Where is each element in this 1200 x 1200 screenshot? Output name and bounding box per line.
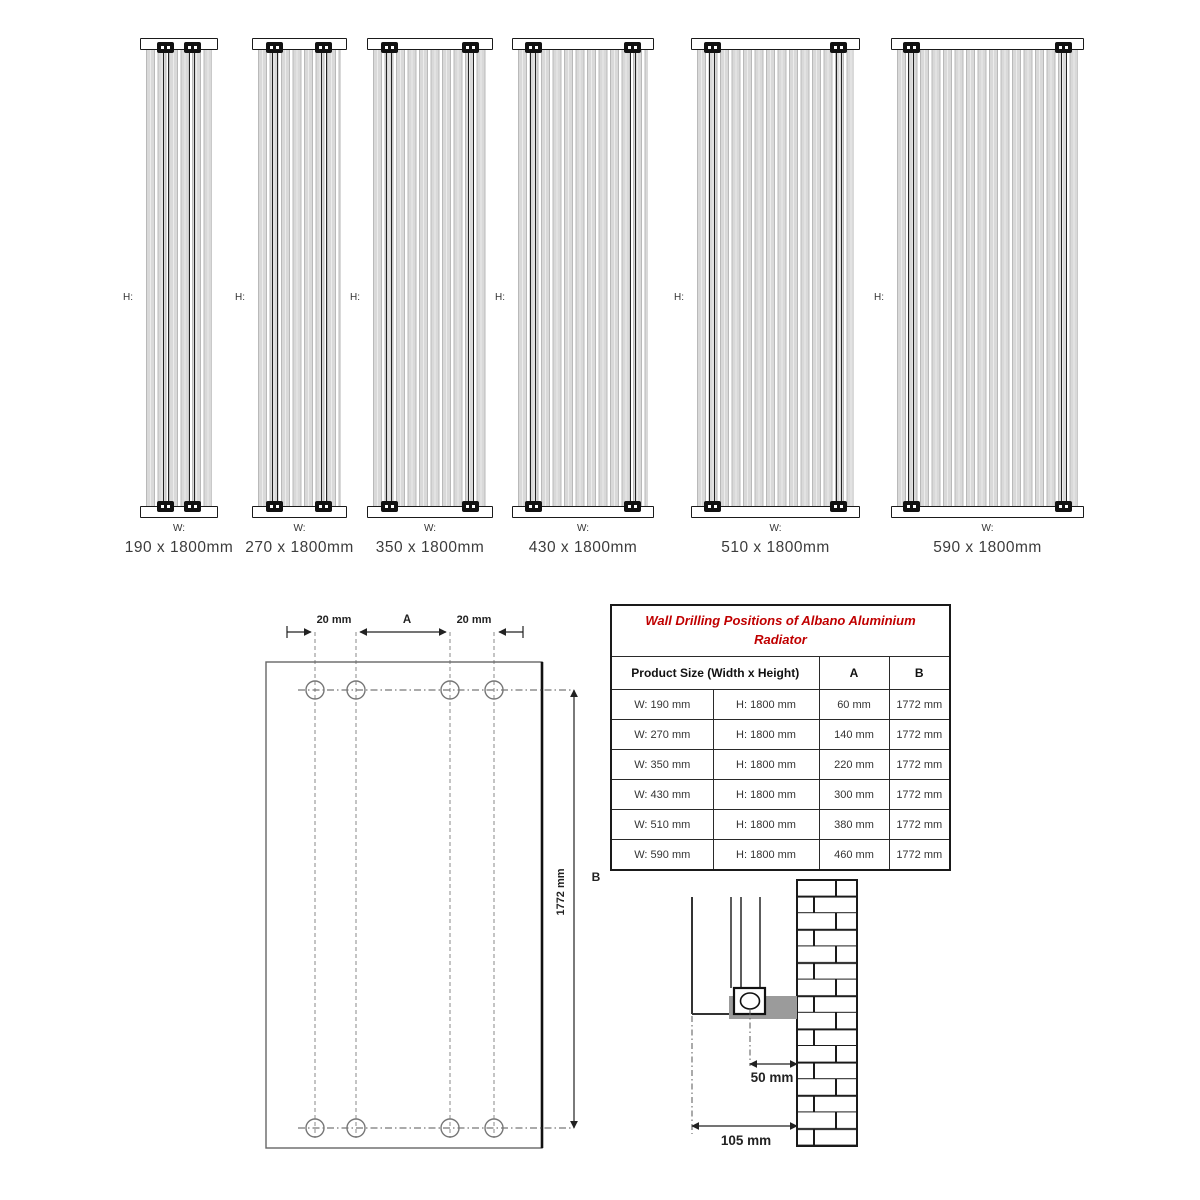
reference-lines	[692, 1009, 750, 1134]
size-label: 270 x 1800mm	[245, 539, 354, 556]
radiator-diagram-190	[123, 38, 234, 556]
dim-label-50mm: 50 mm	[750, 1070, 794, 1085]
width-label: W:	[172, 523, 186, 534]
radiator-slats	[518, 50, 648, 506]
cell-b: 1772 mm	[889, 720, 950, 750]
height-label: H:	[350, 292, 360, 303]
mounting-bracket	[184, 501, 201, 512]
size-label: 430 x 1800mm	[528, 539, 638, 556]
mounting-bracket	[266, 42, 283, 53]
cell-b: 1772 mm	[889, 690, 950, 720]
mounting-bracket	[704, 501, 721, 512]
column-header-a: A	[819, 657, 889, 690]
hole-row-centre-lines	[298, 690, 574, 1128]
radiator-diagram-270	[235, 38, 354, 556]
radiator-diagram-510	[674, 38, 860, 556]
table-row	[611, 720, 950, 750]
column-header-product-size: Product Size (Width x Height)	[611, 657, 819, 690]
mounting-bracket	[315, 42, 332, 53]
cell-a: 380 mm	[819, 810, 889, 840]
width-label: W:	[293, 523, 306, 534]
cell-b: 1772 mm	[889, 810, 950, 840]
drilling-positions-table	[610, 604, 951, 871]
bracket-line	[468, 50, 474, 506]
cell-height: H: 1800 mm	[713, 720, 819, 750]
mounting-bracket	[462, 501, 479, 512]
bracket-line	[836, 50, 842, 506]
dim-label-b: B	[591, 870, 601, 884]
height-label: H:	[674, 292, 684, 303]
radiator-outline	[266, 662, 542, 1148]
cell-height: H: 1800 mm	[713, 780, 819, 810]
radiator-slats	[258, 50, 341, 506]
mounting-bracket	[624, 42, 641, 53]
cell-b: 1772 mm	[889, 840, 950, 871]
table-row	[611, 780, 950, 810]
cell-b: 1772 mm	[889, 750, 950, 780]
bracket-line	[630, 50, 636, 506]
width-label: W:	[981, 523, 994, 534]
radiator-diagram-350	[350, 38, 493, 556]
bracket-line	[163, 50, 169, 506]
dim-label-right-20mm: 20 mm	[456, 614, 492, 626]
brick-wall	[797, 880, 857, 1146]
mounting-bracket	[381, 42, 398, 53]
width-label: W:	[423, 523, 437, 534]
table-row	[611, 810, 950, 840]
mounting-bracket	[830, 42, 847, 53]
radiator-top-bar	[140, 38, 218, 50]
width-label: W:	[769, 523, 782, 534]
mounting-bracket	[1055, 501, 1072, 512]
wall-mount-side-view	[650, 860, 910, 1170]
bracket-line	[1061, 50, 1067, 506]
bracket-line	[386, 50, 392, 506]
cell-a: 300 mm	[819, 780, 889, 810]
mounting-bracket	[830, 501, 847, 512]
height-label: H:	[874, 292, 884, 303]
table-title: Wall Drilling Positions of Albano Aluminium Radiator	[611, 605, 950, 657]
bracket-line	[272, 50, 278, 506]
hole-centre-lines	[315, 632, 494, 1138]
mounting-bracket	[1055, 42, 1072, 53]
drill-holes	[306, 681, 503, 1137]
bracket-line	[709, 50, 715, 506]
height-label: H:	[235, 292, 245, 303]
cell-a: 220 mm	[819, 750, 889, 780]
size-label: 190 x 1800mm	[124, 539, 234, 556]
radiator-slats	[697, 50, 854, 506]
size-label: 350 x 1800mm	[375, 539, 485, 556]
radiator-bottom-bar	[140, 506, 218, 518]
width-label: W:	[576, 523, 590, 534]
cell-height: H: 1800 mm	[713, 810, 819, 840]
cell-height: H: 1800 mm	[713, 840, 819, 871]
mounting-bracket	[903, 42, 920, 53]
size-label: 510 x 1800mm	[721, 539, 830, 556]
cell-height: H: 1800 mm	[713, 750, 819, 780]
radiator-diagram-430	[495, 38, 654, 556]
height-label: H:	[495, 292, 505, 303]
cell-width: W: 430 mm	[611, 780, 713, 810]
height-label: H:	[123, 292, 133, 303]
cell-width: W: 350 mm	[611, 750, 713, 780]
fixing-hole	[741, 993, 760, 1009]
mounting-bracket	[266, 501, 283, 512]
dim-label-left-20mm: 20 mm	[316, 614, 352, 626]
mounting-bracket	[184, 42, 201, 53]
table-row	[611, 750, 950, 780]
cell-height: H: 1800 mm	[713, 690, 819, 720]
mounting-bracket	[704, 42, 721, 53]
dim-label-1772mm: 1772 mm	[555, 868, 567, 916]
mounting-bracket	[525, 42, 542, 53]
mounting-bracket	[903, 501, 920, 512]
bracket-line	[908, 50, 914, 506]
bracket-line	[530, 50, 536, 506]
mounting-bracket	[624, 501, 641, 512]
dim-label-105mm: 105 mm	[720, 1133, 772, 1148]
mounting-bracket	[157, 42, 174, 53]
table-row	[611, 690, 950, 720]
size-label: 590 x 1800mm	[933, 539, 1042, 556]
mounting-bracket	[525, 501, 542, 512]
cell-width: W: 510 mm	[611, 810, 713, 840]
cell-b: 1772 mm	[889, 780, 950, 810]
cell-a: 460 mm	[819, 840, 889, 871]
cell-width: W: 190 mm	[611, 690, 713, 720]
column-header-b: B	[889, 657, 950, 690]
bracket-line	[189, 50, 195, 506]
mounting-bracket	[157, 501, 174, 512]
cell-a: 140 mm	[819, 720, 889, 750]
radiator-slats	[897, 50, 1078, 506]
radiator-slats	[146, 50, 212, 506]
mounting-bracket	[315, 501, 332, 512]
drilling-position-drawing	[250, 600, 610, 1180]
mounting-bracket	[462, 42, 479, 53]
top-dimension-lines	[287, 626, 523, 638]
bracket-line	[321, 50, 327, 506]
cell-a: 60 mm	[819, 690, 889, 720]
cell-width: W: 590 mm	[611, 840, 713, 871]
dim-label-a: A	[402, 614, 412, 626]
cell-width: W: 270 mm	[611, 720, 713, 750]
mounting-bracket	[381, 501, 398, 512]
radiator-diagram-590	[874, 38, 1084, 556]
